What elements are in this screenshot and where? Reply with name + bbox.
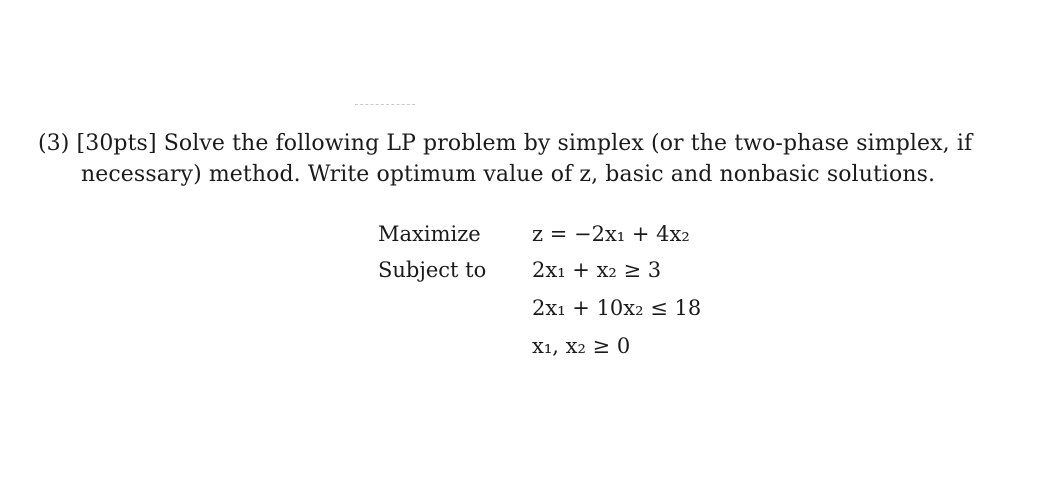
nonnegativity-constraint: x₁, x₂ ≥ 0	[532, 334, 631, 358]
objective-label: Maximize	[378, 222, 481, 246]
constraints-label: Subject to	[378, 258, 487, 282]
problem-line-1: (3) [30pts] Solve the following LP problem by simplex (or the two-phase simplex, if	[38, 131, 973, 156]
objective-function: z = −2x₁ + 4x₂	[532, 222, 690, 246]
scan-artifact	[355, 104, 415, 106]
constraint-2: 2x₁ + 10x₂ ≤ 18	[532, 296, 702, 320]
problem-statement	[38, 128, 1038, 190]
problem-line-2: necessary) method. Write optimum value of z, basic and nonbasic solutions.	[81, 162, 936, 187]
constraint-1: 2x₁ + x₂ ≥ 3	[532, 258, 662, 282]
